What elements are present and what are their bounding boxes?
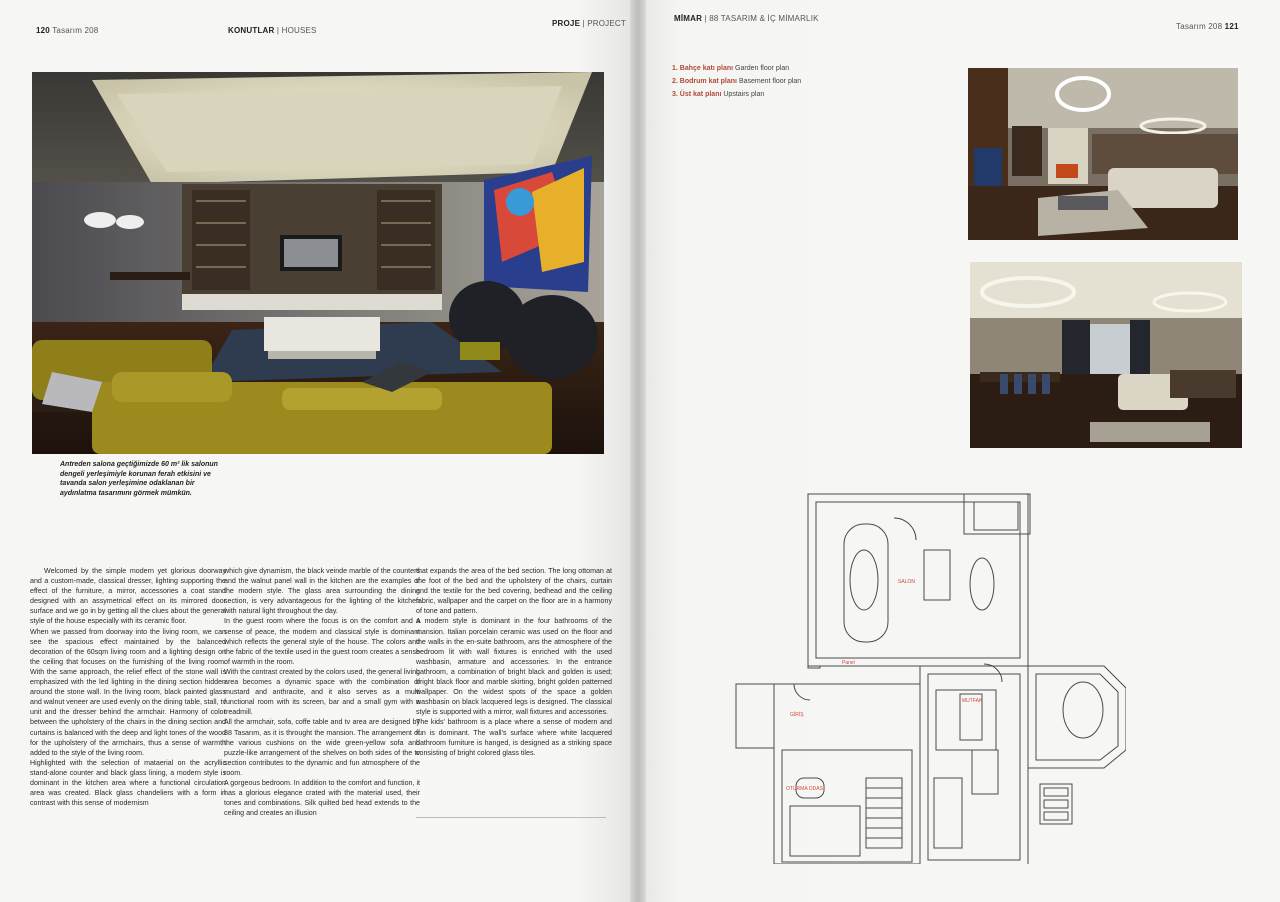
architect-name: 88 TASARIM & İÇ MİMARLIK — [709, 14, 819, 23]
plan-label-salon: SALON — [898, 579, 915, 585]
legend-item-1 — [672, 62, 801, 75]
right-page-number: 121 — [1224, 22, 1239, 31]
legend-en-1: Garden floor plan — [735, 65, 790, 72]
legend-tr-1: Bahçe katı planı — [679, 65, 734, 72]
col3-paragraph-1: that expands the area of the bed section. The long ottoman at the foot of the bed and the upholstery of the chairs, curtain and the textile for the bed covering, bedhead and the ceiling fabric, wallpaper and the carpet on the floor are in a harmony of tone and pattern. — [416, 567, 612, 616]
column-end-rule — [416, 817, 606, 818]
legend-num-1: 1. — [672, 65, 678, 72]
col1-paragraph-3: Highlighted with the selection of mataerial on the acryllic stand-alone counter and black glass lining, a modern style is dominant in the kitchen area where a functional circulation area was created. Black glass chandeliers with a form in contrast with this sense of modernism — [30, 758, 226, 808]
architect-heading: MİMAR — [674, 14, 703, 23]
architect-label: MİMAR | 88 TASARIM & İÇ MİMARLIK — [674, 14, 819, 23]
col2-paragraph-2: In the guest room where the focus is on the comfort and a sense of peace, the modern and classical style is dominant which reflects the general style of the house. The colors and the fabric of the textile used in the guest room creates a sense of warmth in the room. — [224, 617, 420, 666]
legend-tr-3: Üst kat planı — [679, 91, 722, 98]
floor-plan-legend — [672, 62, 801, 101]
floor-plan-drawing — [734, 488, 1126, 864]
left-page-folio — [36, 26, 98, 35]
section-label: KONUTLAR | HOUSES — [228, 26, 317, 35]
legend-tr-2: Bodrum kat planı — [679, 78, 737, 85]
col3-paragraph-3: The kids' bathroom is a place where a sense of modern and fun is dominant. The wall's surface where white lacquered bathroom furniture is hanged, is designed as a striking space consisting of bright colored glass tiles. — [416, 718, 612, 757]
legend-item-2 — [672, 75, 801, 88]
living-room-illustration — [32, 72, 604, 454]
page-gutter — [630, 0, 646, 902]
plan-label-giris: GİRİŞ — [790, 712, 804, 718]
col2-paragraph-3: With the contrast created by the colors used, the general living area becomes a dynamic space with the combination of mustard and anthracite, and it also serves as a multi functional room with its screen, bar and a small gym with a treadmill. — [224, 667, 420, 717]
body-column-1 — [30, 566, 226, 808]
dining-living-photo — [970, 262, 1242, 448]
col3-paragraph-2: A modern style is dominant in the four bathrooms of the mansion. Italian porcelain ceramic was used on the floor and the walls in the en-suite bathroom, ans the atmosphere of the bedroom lit with wall fixtures is enriched with the used washbasin, armature and accessories. In the entrance bathroom, a combination of bright black and golden is used; bright black floor and marble skirting, bright golden patterned wallpaper. On the widest spots of the space a golden washbasin on black lacquered legs is designed. The classical style is supported with a mirror, wall fixtures and accessories. — [416, 617, 612, 717]
col1-paragraph-1: Welcomed by the simple modern yet glorious doorway and a custom-made, classical dresser, lighting supporting the effect of the furniture, a mirror, accessories a coat stand designed with an assymetrical effect on its mirrored door surface and we go in by getting all the clues about the general style of the house especially with its ceramic floor. — [30, 567, 226, 626]
legend-num-2: 2. — [672, 78, 678, 85]
col2-paragraph-4: All the armchair, sofa, coffe table and tv area are designed by 88 Tasarım, as it is throught the mansion. The arrangement of the various cushions on the wide green-yellow sofa and puzzle-like arrangement of the shelves on both sides of the tv section contributes to the dynamic and fun atmosphere of the room. — [224, 718, 420, 777]
left-magazine-name: Tasarım 208 — [52, 26, 99, 35]
left-page-number: 120 — [36, 26, 50, 35]
floor-plan — [734, 488, 1126, 864]
plan-label-oturma: OTURMA ODASI — [786, 786, 825, 792]
legend-item-3 — [672, 88, 801, 101]
col1-paragraph-2: When we passed from doorway into the living room, we can see the spacious effect maintained by the balanced decoration of the 60sqm living room and a lighting design on the ceiling that focuses on the furnishing of the living room. With the same approach, the relief effect of the stone wall is emphasized with the led lighting in the dining section hidden around the stone wall. In the living room, black painted glass and walnut veneer are used evenly on the dining table, stall, tv unit and the dresser behind the armchair. Harmony of color between the upholstery of the chairs in the dining section and curtains is balanced with the deep and light tones of the wood for the upholstery of the armchairs, thus a sense of warmth added to the style of the living room. — [30, 627, 226, 757]
living-room-photo — [32, 72, 604, 454]
legend-num-3: 3. — [672, 91, 678, 98]
body-column-3 — [416, 566, 612, 758]
legend-en-2: Basement floor plan — [738, 78, 802, 85]
right-page-folio — [1176, 22, 1239, 31]
legend-en-3: Upstairs plan — [723, 91, 765, 98]
plan-label-mutfak: MUTFAK — [962, 698, 983, 704]
project-label: PROJE | PROJECT — [552, 19, 626, 28]
section-name: KONUTLAR — [228, 26, 275, 35]
section-name-en: HOUSES — [281, 26, 317, 35]
plan-label-panel: Panel — [842, 660, 855, 666]
project-name: PROJE — [552, 19, 581, 28]
col2-paragraph-1: which give dynamism, the black veinde marble of the counters and the walnut panel wall in the kitchen are the examples of the modern style. The glass area surrounding the dining section, is very advantageous for the lighting of the kitchen with natural light throughout the day. — [224, 567, 420, 616]
lounge-illustration — [968, 68, 1238, 240]
dining-living-illustration — [970, 262, 1242, 448]
body-column-2 — [224, 566, 420, 818]
right-magazine-name: Tasarım 208 — [1176, 22, 1223, 31]
project-name-en: PROJECT — [587, 19, 626, 28]
lounge-photo — [968, 68, 1238, 240]
photo-caption: Antreden salona geçtiğimizde 60 m² lik salonun dengeli yerleşimiyle korunan ferah etkisini ve tavanda salon yerleşimine odaklanan bir aydınlatma tasarımını görmek mümkün. — [60, 461, 218, 497]
col2-paragraph-5: A gorgeous bedroom. In addition to the comfort and function, it has a glorious elegance crated with the material used, their tones and combinations. Silk quilted bed head extends to the ceiling and creates an illusion — [224, 778, 420, 818]
